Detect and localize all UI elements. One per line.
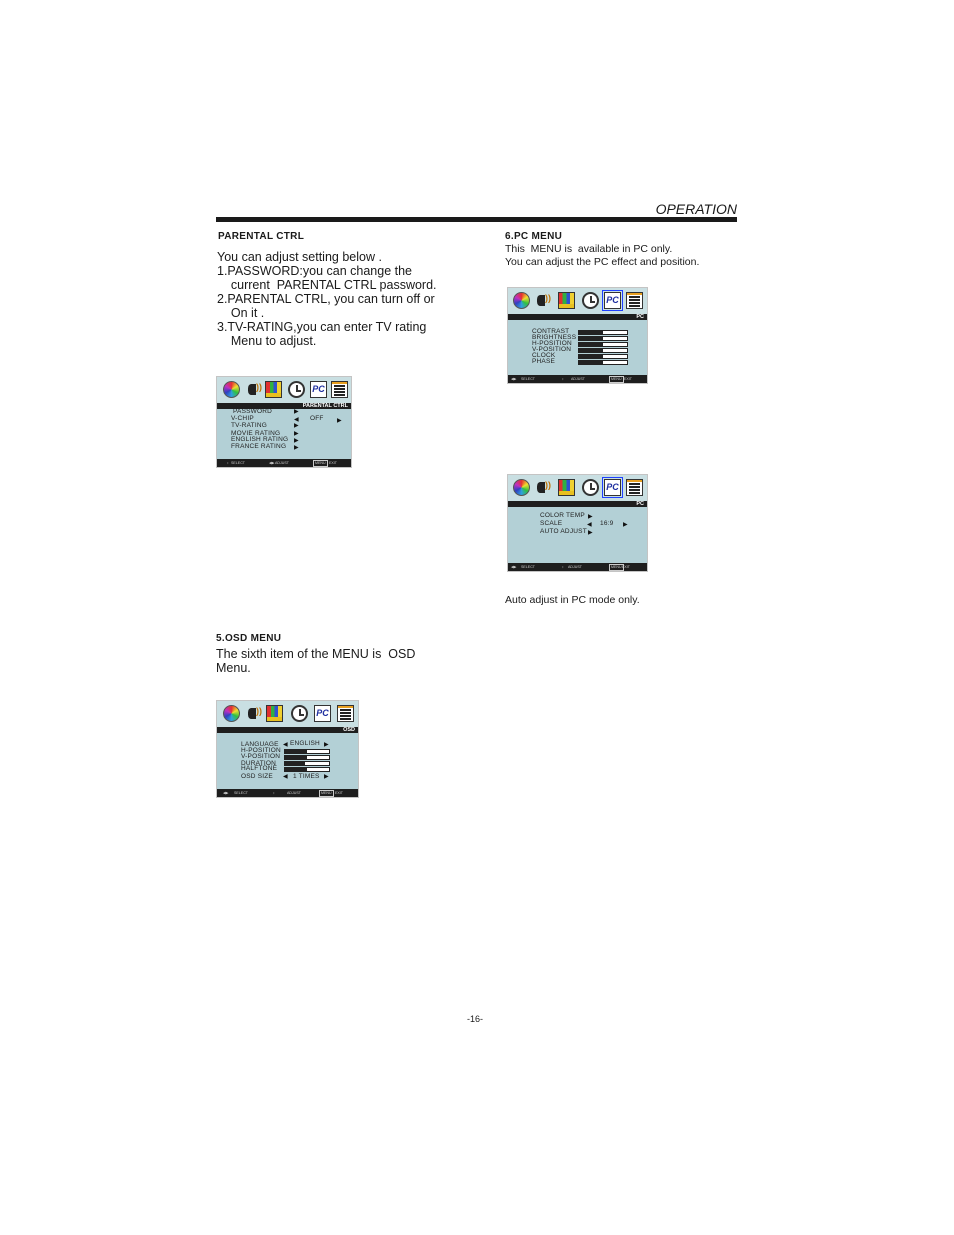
osd-item-language: LANGUAGE xyxy=(241,741,279,748)
osd-item-h-position: H-POSITION xyxy=(241,747,281,754)
footer-select-label: SELECT xyxy=(234,791,248,795)
osd-menu-description: The sixth item of the MENU is OSD Menu. xyxy=(216,647,416,675)
contrast-slider xyxy=(578,330,628,335)
pc-menu-icon: PC xyxy=(604,292,621,309)
osd-item-france-rating: FRANCE RATING xyxy=(231,443,287,450)
picture-menu-icon xyxy=(558,479,575,496)
right-arrow-icon: ▶ xyxy=(294,445,299,451)
footer-menu-label: MENU xyxy=(315,461,326,465)
phase-slider xyxy=(578,360,628,365)
osd-item-osd-size: OSD SIZE xyxy=(241,773,273,780)
parental-ctrl-heading: PARENTAL CTRL xyxy=(218,231,305,242)
pc-menu-osd-screen-1 xyxy=(507,287,648,384)
osd-item-duration: DURATION xyxy=(241,760,277,767)
osd-menu-heading: 5.OSD MENU xyxy=(216,633,282,644)
h-position-slider xyxy=(578,342,628,347)
parental-ctrl-osd-screen xyxy=(216,376,352,468)
updown-arrow-icon: ↕ xyxy=(227,461,229,465)
menu-icon-row xyxy=(217,377,351,403)
setup-menu-icon xyxy=(337,705,354,722)
right-arrow-icon: ▶ xyxy=(324,774,329,780)
osd-footer xyxy=(508,375,647,383)
left-arrow-icon: ◀ xyxy=(587,522,592,528)
color-menu-icon xyxy=(223,381,240,398)
right-arrow-icon: ▶ xyxy=(294,409,299,415)
setup-menu-icon xyxy=(331,381,348,398)
footer-select-label: SELECT xyxy=(521,565,535,569)
osd-title-bar: PC xyxy=(508,501,647,507)
footer-exit-label: EXIT xyxy=(329,461,337,465)
right-arrow-icon: ▶ xyxy=(337,418,342,424)
osd-size-value: 1 TIMES xyxy=(293,773,320,780)
osd-item-auto-adjust: AUTO ADJUST xyxy=(540,528,587,535)
pc-menu-icon: PC xyxy=(604,479,621,496)
right-arrow-icon: ▶ xyxy=(588,530,593,536)
left-arrow-icon: ◀ xyxy=(294,417,299,423)
osd-item-h-position: H-POSITION xyxy=(532,340,572,347)
right-arrow-icon: ▶ xyxy=(623,522,628,528)
osd-item-v-position: V-POSITION xyxy=(532,346,572,353)
leftright-arrow-icon: ◀▶ xyxy=(511,377,517,381)
osd-menu-osd-screen xyxy=(216,700,359,798)
osd-footer xyxy=(217,459,351,467)
color-menu-icon xyxy=(513,479,530,496)
footer-select-label: SELECT xyxy=(521,377,535,381)
footer-exit-label: EXIT xyxy=(335,791,343,795)
menu-icon-row xyxy=(508,475,647,501)
footer-menu-label: MENU xyxy=(611,377,622,381)
picture-menu-icon xyxy=(265,381,282,398)
pc-menu-description: This MENU is available in PC only. You can adjust the PC effect and position. xyxy=(505,243,700,268)
osd-item-clock: CLOCK xyxy=(532,352,556,359)
osd-item-movie-rating: MOVIE RATING xyxy=(231,430,281,437)
osd-title-bar: PARENTAL CTRL xyxy=(217,403,351,409)
color-menu-icon xyxy=(223,705,240,722)
v-position-slider xyxy=(578,348,628,353)
picture-menu-icon xyxy=(266,705,283,722)
header-rule xyxy=(216,217,737,222)
h-position-slider xyxy=(284,749,330,754)
brightness-slider xyxy=(578,336,628,341)
picture-menu-icon xyxy=(558,292,575,309)
osd-item-color-temp: COLOR TEMP xyxy=(540,512,585,519)
color-menu-icon xyxy=(513,292,530,309)
sound-menu-icon xyxy=(246,705,263,722)
leftright-arrow-icon: ◀▶ xyxy=(223,791,229,795)
updown-arrow-icon: ↕ xyxy=(273,791,275,795)
footer-menu-label: MENU xyxy=(321,791,332,795)
footer-menu-label: MENU xyxy=(611,565,622,569)
clock-menu-icon xyxy=(582,479,599,496)
osd-title-bar: OSD xyxy=(217,727,358,733)
osd-footer xyxy=(217,789,358,797)
right-arrow-icon: ▶ xyxy=(588,514,593,520)
menu-icon-row xyxy=(217,701,358,727)
osd-item-scale: SCALE xyxy=(540,520,563,527)
page-header-title: OPERATION xyxy=(655,201,737,217)
clock-slider xyxy=(578,354,628,359)
osd-item-contrast: CONTRAST xyxy=(532,328,570,335)
right-arrow-icon: ▶ xyxy=(324,742,329,748)
language-value: ENGLISH xyxy=(290,740,320,747)
osd-item-english-rating: ENGLISH RATING xyxy=(231,436,289,443)
clock-menu-icon xyxy=(288,381,305,398)
footer-adjust-label: ADJUST xyxy=(275,461,289,465)
clock-menu-icon xyxy=(291,705,308,722)
sound-menu-icon xyxy=(535,292,552,309)
right-arrow-icon: ▶ xyxy=(294,431,299,437)
v-chip-value: OFF xyxy=(310,415,324,422)
left-arrow-icon: ◀ xyxy=(283,774,288,780)
osd-item-v-chip: V-CHIP xyxy=(231,415,254,422)
footer-adjust-label: ADJUST xyxy=(571,377,585,381)
footer-select-label: SELECT xyxy=(231,461,245,465)
leftright-arrow-icon: ◀▶ xyxy=(269,461,275,465)
halftone-slider xyxy=(284,767,330,772)
setup-menu-icon xyxy=(626,292,643,309)
updown-arrow-icon: ↕ xyxy=(562,377,564,381)
osd-footer xyxy=(508,563,647,571)
v-position-slider xyxy=(284,755,330,760)
setup-menu-icon xyxy=(626,479,643,496)
page-number: -16- xyxy=(466,1014,483,1024)
menu-icon-row xyxy=(508,288,647,314)
osd-item-halftone: HALFTONE xyxy=(241,765,278,772)
footer-adjust-label: ADJUST xyxy=(568,565,582,569)
right-arrow-icon: ▶ xyxy=(294,438,299,444)
footer-exit-label: EXIT xyxy=(624,377,632,381)
pc-menu-icon: PC xyxy=(314,705,331,722)
osd-item-brightness: BRIGHTNESS xyxy=(532,334,577,341)
updown-arrow-icon: ↕ xyxy=(562,565,564,569)
osd-item-phase: PHASE xyxy=(532,358,556,365)
right-arrow-icon: ▶ xyxy=(294,423,299,429)
sound-menu-icon xyxy=(535,479,552,496)
osd-item-password: PASSWORD xyxy=(233,408,273,415)
footer-exit-label: EXIT xyxy=(622,565,630,569)
pc-menu-auto-adjust-note: Auto adjust in PC mode only. xyxy=(505,594,640,606)
pc-menu-osd-screen-2 xyxy=(507,474,648,572)
sound-menu-icon xyxy=(246,381,263,398)
leftright-arrow-icon: ◀▶ xyxy=(511,565,517,569)
osd-item-v-position: V-POSITION xyxy=(241,753,281,760)
left-arrow-icon: ◀ xyxy=(283,742,288,748)
clock-menu-icon xyxy=(582,292,599,309)
parental-ctrl-description: You can adjust setting below . 1.PASSWORD:you can change the current PARENTAL CTRL password. 2.PARENTAL CTRL, you can turn off or On it . 3.TV-RATING,you can enter TV rating Menu to adjust. xyxy=(217,250,437,348)
footer-adjust-label: ADJUST xyxy=(287,791,301,795)
pc-menu-heading: 6.PC MENU xyxy=(505,231,563,242)
osd-title-bar: PC xyxy=(508,314,647,320)
scale-value: 16:9 xyxy=(600,520,614,527)
pc-menu-icon: PC xyxy=(310,381,327,398)
duration-slider xyxy=(284,761,330,766)
osd-item-tv-rating: TV-RATING xyxy=(231,422,267,429)
